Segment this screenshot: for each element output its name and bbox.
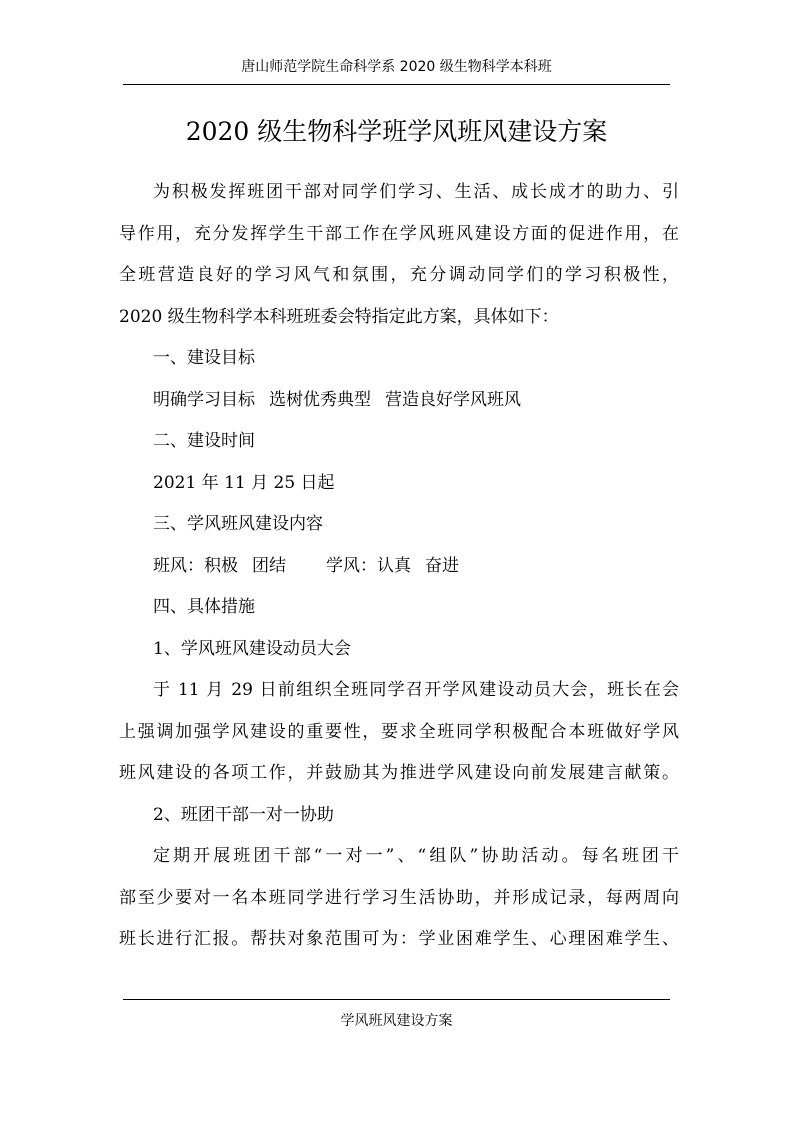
footer-divider: [123, 999, 670, 1000]
page-header: 唐山师范学院生命科学系 2020 级生物科学本科班: [241, 59, 552, 75]
time-heading: 二、建设时间: [153, 431, 255, 451]
measure1-title: 1、学风班风建设动员大会: [153, 638, 351, 659]
intro-line-1: 为积极发挥班团干部对同学们学习、生活、成长成才的助力、引: [153, 182, 679, 202]
intro-line-2: 导作用，充分发挥学生干部工作在学风班风建设方面的促进作用，在: [119, 223, 679, 244]
goal-item: 营造良好学风班风: [385, 389, 521, 410]
class-style-label: 班风：积极: [153, 555, 238, 576]
measure2-line-1: 定期开展班团干部“一对一”、“组队”协助活动。每名班团干: [153, 846, 679, 866]
goal-items: [119, 380, 679, 422]
time-value: 2021 年 11 月 25 日起: [153, 472, 335, 493]
measure1-line-1: 于 11 月 29 日前组织全班同学召开学风建设动员大会，班长在会: [153, 680, 679, 700]
content-heading: 三、学风班风建设内容: [153, 514, 323, 534]
goal-item: 明确学习目标: [153, 389, 255, 410]
measure2-title: 2、班团干部一对一协助: [153, 804, 334, 825]
document-title: 2020 级生物科学班学风班风建设方案: [185, 117, 608, 146]
measure1-line-2: 上强调加强学风建设的重要性，要求全班同学积极配合本班做好学风: [119, 721, 679, 742]
study-style-value: 奋进: [425, 555, 459, 576]
goal-item: 选树优秀典型: [269, 389, 371, 410]
measure2-line-3: 班长进行汇报。帮扶对象范围可为：学业困难学生、心理困难学生、: [119, 929, 679, 949]
measure1-line-3: 班风建设的各项工作，并鼓励其为推进学风建设向前发展建言献策。: [119, 763, 679, 783]
intro-line-4: 2020 级生物科学本科班班委会特指定此方案，具体如下：: [119, 306, 559, 327]
page-footer: 学风班风建设方案: [340, 1013, 453, 1029]
document-body: [119, 172, 679, 961]
goal-heading: 一、建设目标: [153, 348, 255, 368]
measures-heading: 四、具体措施: [153, 597, 255, 617]
style-line: [119, 546, 679, 588]
measure2-line-2: 部至少要对一名本班同学进行学习生活协助，并形成记录，每两周向: [119, 887, 679, 908]
class-style-value: 团结: [252, 555, 286, 576]
header-divider: [123, 84, 670, 85]
study-style-label: 学风：认真: [326, 555, 411, 576]
intro-line-3: 全班营造良好的学习风气和氛围，充分调动同学们的学习积极性，: [119, 265, 679, 285]
